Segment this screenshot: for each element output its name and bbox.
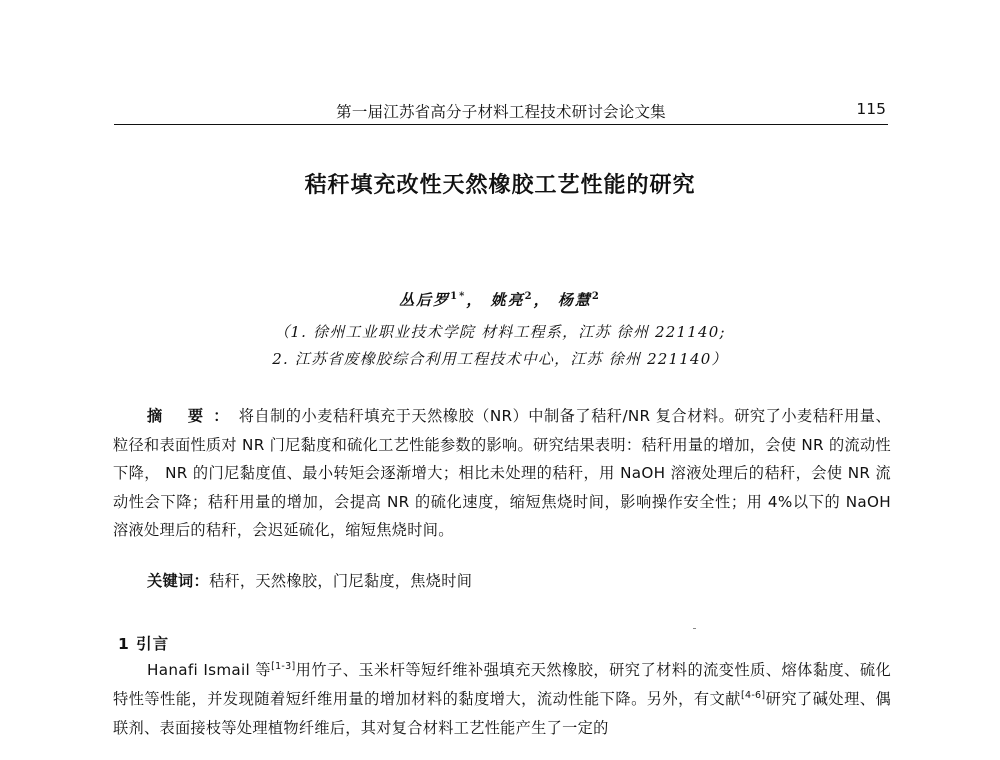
author-list bbox=[0, 289, 1000, 310]
author-name: 杨慧 bbox=[557, 291, 592, 309]
citation-marker[interactable]: [1-3] bbox=[271, 660, 296, 672]
keywords-label: 关键词： bbox=[147, 572, 209, 590]
keywords-line bbox=[147, 570, 472, 591]
author-affiliation-mark: 2 bbox=[591, 291, 601, 302]
abstract-text: 将自制的小麦秸秆填充于天然橡胶（NR）中制备了秸秆/NR 复合材料。研究了小麦秸秆用量、粒径和表面性质对 NR 门尼黏度和硫化工艺性能参数的影响。研究结果表明：秸秆用量的增加，会使 NR 的流动性下降， NR 的门尼黏度值、最小转矩会逐渐增大；相比未处理的秸秆，用 NaOH 溶液处理后的秸秆，会使 NR 流动性会下降；秸秆用量的增加，会提高 NR 的硫化速度，缩短焦烧时间，影响操作安全性；用 4%以下的 NaOH 溶液处理后的秸秆，会迟延硫化，缩短焦烧时间。 bbox=[113, 407, 891, 539]
affiliation-line-1: （1. 徐州工业职业技术学院 材料工程系，江苏 徐州 221140; bbox=[274, 323, 726, 341]
keywords-text: 秸秆，天然橡胶，门尼黏度，焦烧时间 bbox=[208, 572, 473, 590]
section-heading-introduction: 1 引言 bbox=[118, 635, 170, 653]
author-name: 姚亮 bbox=[490, 291, 525, 309]
abstract-label: 摘 要： bbox=[147, 407, 239, 425]
author-separator: ， bbox=[533, 291, 551, 309]
running-title: 第一届江苏省高分子材料工程技术研讨会论文集 bbox=[336, 103, 666, 121]
scan-speck bbox=[693, 628, 696, 629]
author-separator: ， bbox=[466, 291, 484, 309]
introduction-paragraph bbox=[113, 656, 891, 743]
page-number: 115 bbox=[856, 100, 886, 118]
abstract-paragraph bbox=[113, 402, 891, 545]
citation-marker[interactable]: [4-6] bbox=[740, 689, 766, 701]
intro-text-part3: 研究了碱处理、偶联剂、表面接枝等处理植物纤维后，其对复合材料工艺性能产生了一定的 bbox=[113, 690, 891, 737]
paper-title: 秸秆填充改性天然橡胶工艺性能的研究 bbox=[304, 173, 696, 198]
author-affiliation-mark: 2 bbox=[524, 291, 534, 302]
author-name: 丛后罗 bbox=[399, 291, 451, 309]
intro-text-part1: Hanafi Ismail 等 bbox=[147, 661, 272, 679]
running-header bbox=[114, 100, 888, 125]
affiliation-line-2: 2. 江苏省废橡胶综合利用工程技术中心，江苏 徐州 221140） bbox=[272, 350, 728, 368]
intro-text-part2: 用竹子、玉米杆等短纤维补强填充天然橡胶，研究了材料的流变性质、熔体黏度、硫化特性等性能，并发现随着短纤维用量的增加材料的黏度增大，流动性能下降。另外，有文献 bbox=[113, 661, 891, 708]
author-affiliation-mark: 1* bbox=[450, 291, 467, 302]
